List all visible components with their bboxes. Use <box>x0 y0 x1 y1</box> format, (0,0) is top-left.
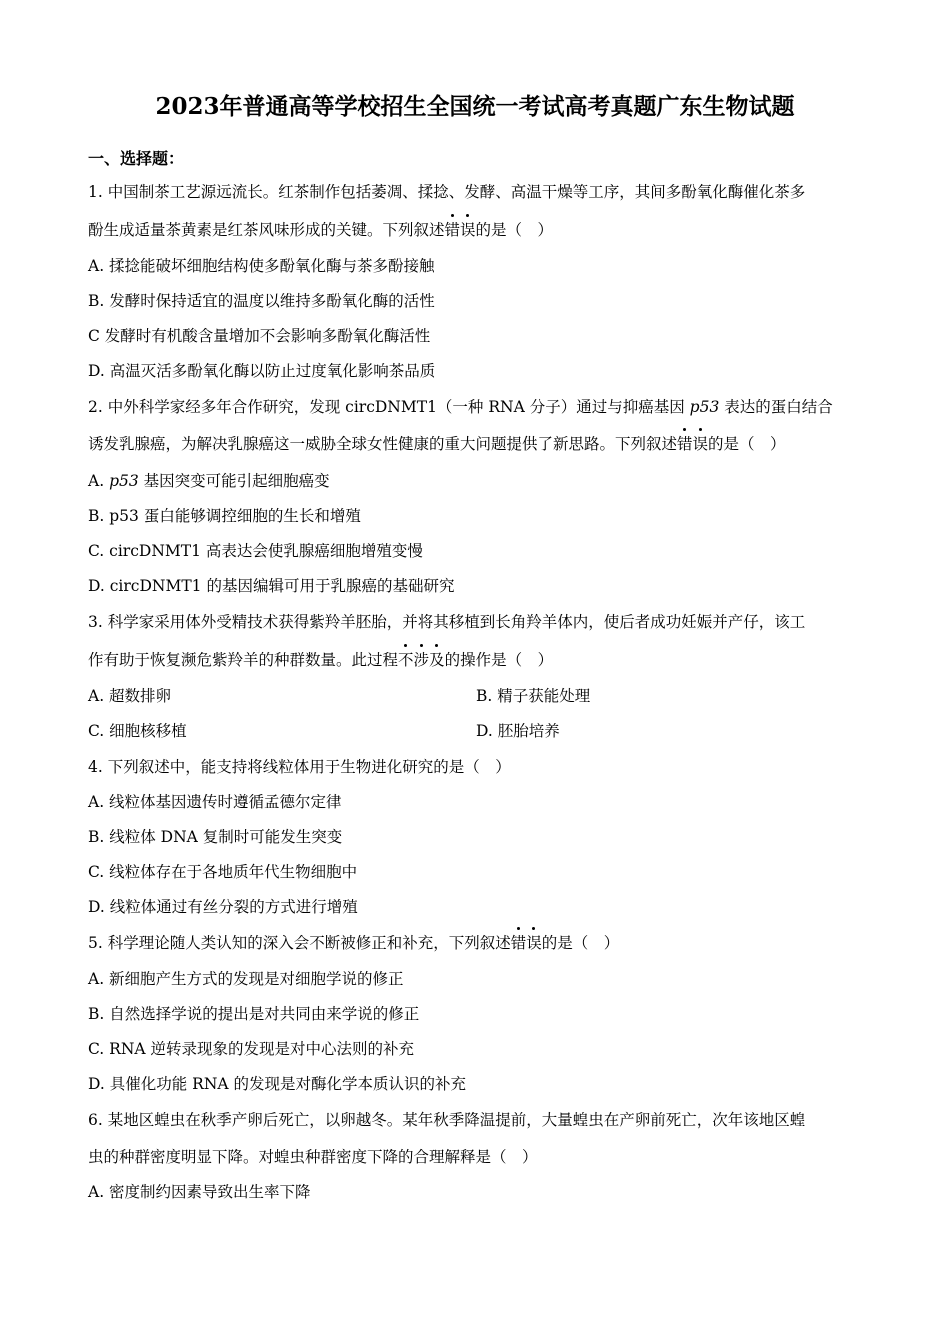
q4-option-c: C. 线粒体存在于各地质年代生物细胞中 <box>88 863 358 881</box>
section-heading: 一、选择题： <box>88 149 185 168</box>
q3-emphasis-char: 及 <box>429 651 445 669</box>
q2-option-a <box>88 471 330 491</box>
q5-stem-line1 <box>88 933 619 953</box>
q2-option-a-text: 基因突变可能引起细胞癌变 <box>138 472 330 490</box>
q5-stem-tail: 的是（ ） <box>541 934 620 952</box>
q1-option-b: B. 发酵时保持适宜的温度以维持多酚氧化酶的活性 <box>88 292 435 310</box>
q4-option-b: B. 线粒体 DNA 复制时可能发生突变 <box>88 828 343 846</box>
q3-stem-tail: 的操作是（ ） <box>444 651 554 669</box>
q2-emphasis-char: 错 <box>677 435 693 453</box>
q2-option-a-label: A. <box>88 472 110 490</box>
q4-stem-line1: 4. 下列叙述中，能支持将线粒体用于生物进化研究的是（ ） <box>88 758 511 776</box>
q5-option-c: C. RNA 逆转录现象的发现是对中心法则的补充 <box>88 1040 415 1058</box>
q6-stem-line1: 6. 某地区蝗虫在秋季产卵后死亡，以卵越冬。某年秋季降温提前，大量蝗虫在产卵前死亡，次年该地区蝗 <box>88 1111 806 1129</box>
q2-stem-text: 表达的蛋白结合 <box>719 398 833 416</box>
q5-option-b: B. 自然选择学说的提出是对共同由来学说的修正 <box>88 1005 420 1023</box>
q1-emphasis-char: 错 <box>444 221 461 239</box>
q5-option-d: D. 具催化功能 RNA 的发现是对酶化学本质认识的补充 <box>88 1075 467 1093</box>
q6-stem-line2: 虫的种群密度明显下降。对蝗虫种群密度下降的合理解释是（ ） <box>88 1148 538 1166</box>
q2-option-c: C. circDNMT1 高表达会使乳腺癌细胞增殖变慢 <box>88 542 423 560</box>
q2-stem-text: 2. 中外科学家经多年合作研究，发现 circDNMT1（一种 RNA 分子）通过与抑癌基因 <box>88 398 690 416</box>
q2-stem-text: 诱发乳腺癌，为解决乳腺癌这一威胁全球女性健康的重大问题提供了新思路。下列叙述 <box>88 435 678 453</box>
q6-option-a: A. 密度制约因素导致出生率下降 <box>88 1183 311 1201</box>
q1-emphasis-char: 误 <box>460 221 476 239</box>
q3-stem-line1: 3. 科学家采用体外受精技术获得紫羚羊胚胎，并将其移植到长角羚羊体内，使后者成功妊娠并产仔，该工 <box>88 613 806 631</box>
q1-stem-line1: 1. 中国制茶工艺源远流长。红茶制作包括萎凋、揉捻、发酵、高温干燥等工序，其间多酚氧化酶催化茶多 <box>88 183 806 201</box>
q3-option-b: B. 精子获能处理 <box>476 687 591 705</box>
q3-option-c: C. 细胞核移植 <box>88 722 187 740</box>
q2-gene-name: p53 <box>689 398 720 416</box>
q5-emphasis-char: 误 <box>526 934 542 952</box>
q3-option-a: A. 超数排卵 <box>88 687 172 705</box>
q3-stem-text: 作有助于恢复濒危紫羚羊的种群数量。此过程 <box>88 651 399 669</box>
page-title: 2023年普通高等学校招生全国统一考试高考真题广东生物试题 <box>155 93 795 120</box>
q1-option-c: C 发酵时有机酸含量增加不会影响多酚氧化酶活性 <box>88 327 431 345</box>
q2-stem-line2 <box>88 434 786 454</box>
q4-option-a: A. 线粒体基因遗传时遵循孟德尔定律 <box>88 793 342 811</box>
q1-stem-line2 <box>88 220 553 240</box>
q2-stem-line1 <box>88 397 833 417</box>
q3-emphasis-char: 不 <box>398 651 414 669</box>
q2-gene-name: p53 <box>109 472 139 490</box>
q2-emphasis-char: 误 <box>692 435 709 453</box>
q2-stem-tail: 的是（ ） <box>708 435 786 453</box>
q1-option-a: A. 揉捻能破坏细胞结构使多酚氧化酶与茶多酚接触 <box>88 257 435 275</box>
q1-stem-text: 酚生成适量茶黄素是红茶风味形成的关键。下列叙述 <box>88 221 445 239</box>
q5-option-a: A. 新细胞产生方式的发现是对细胞学说的修正 <box>88 970 404 988</box>
q2-option-d: D. circDNMT1 的基因编辑可用于乳腺癌的基础研究 <box>88 577 455 595</box>
q3-option-d: D. 胚胎培养 <box>476 722 560 740</box>
q1-option-d: D. 高温灭活多酚氧化酶以防止过度氧化影响茶品质 <box>88 362 436 380</box>
q3-stem-line2 <box>88 650 553 670</box>
q2-option-b: B. p53 蛋白能够调控细胞的生长和增殖 <box>88 507 361 525</box>
q1-stem-tail: 的是（ ） <box>475 221 554 239</box>
q3-emphasis-char: 涉 <box>413 651 430 669</box>
q5-stem-text: 5. 科学理论随人类认知的深入会不断被修正和补充，下列叙述 <box>88 934 511 952</box>
q4-option-d: D. 线粒体通过有丝分裂的方式进行增殖 <box>88 898 358 916</box>
q5-emphasis-char: 错 <box>510 934 527 952</box>
